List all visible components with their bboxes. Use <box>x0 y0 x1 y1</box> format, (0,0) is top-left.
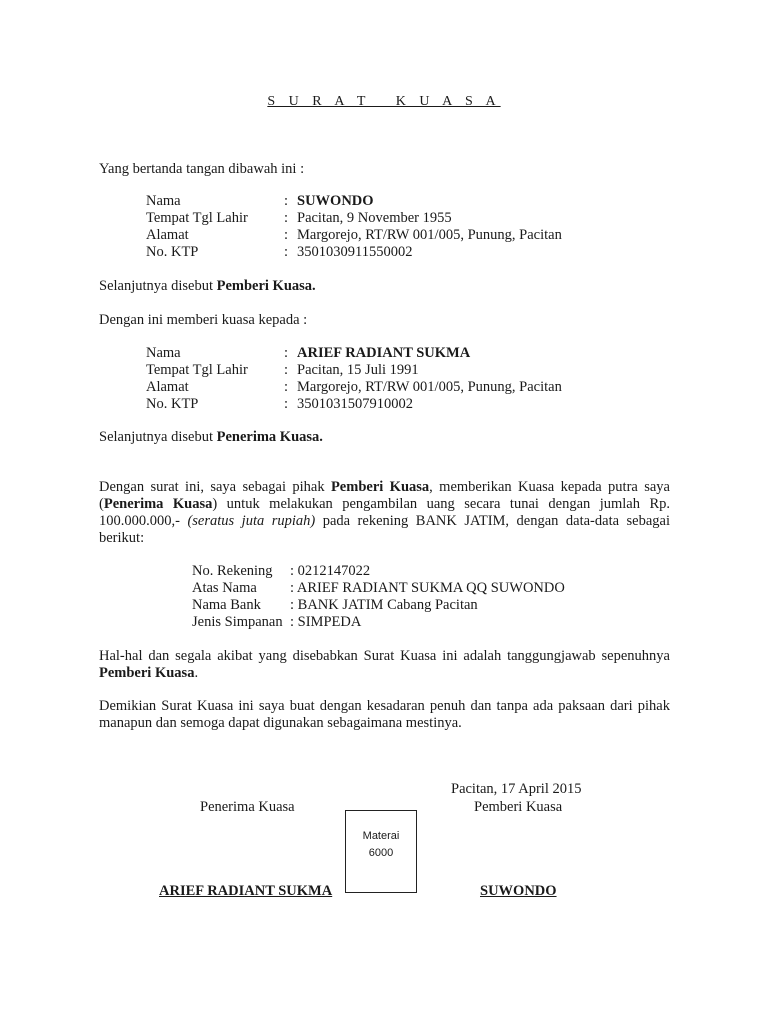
nama-bank: : BANK JATIM Cabang Pacitan <box>290 597 478 613</box>
colon: : <box>284 362 289 378</box>
penerima-signature-name: ARIEF RADIANT SUKMA <box>159 883 333 899</box>
memberi-text: Dengan ini memberi kuasa kepada : <box>99 312 308 328</box>
atas-nama-label: Atas Nama <box>192 580 257 596</box>
pemberi-nama: SUWONDO <box>297 193 374 209</box>
body-paragraph-3: Demikian Surat Kuasa ini saya buat dengan kesadaran penuh dan tanpa ada paksaan dari pihak manapun dan semoga dapat digunakan sebagaimana mestinya. <box>99 698 670 731</box>
pemberi-ktp: 3501030911550002 <box>297 244 413 260</box>
nama-label: Nama <box>146 345 181 361</box>
ttl-label: Tempat Tgl Lahir <box>146 362 248 378</box>
pemberi-role: Pemberi Kuasa <box>474 799 563 815</box>
colon: : <box>284 345 289 361</box>
penerima-note: Selanjutnya disebut Penerima Kuasa. <box>99 429 323 445</box>
pemberi-alamat: Margorejo, RT/RW 001/005, Punung, Pacitan <box>297 227 562 243</box>
pemberi-signature-name: SUWONDO <box>480 883 557 899</box>
jenis-simpanan-label: Jenis Simpanan <box>192 614 283 630</box>
materai-stamp-box <box>345 810 417 893</box>
atas-nama: : ARIEF RADIANT SUKMA QQ SUWONDO <box>290 580 565 596</box>
penerima-ktp: 3501031507910002 <box>297 396 413 412</box>
body-paragraph-1: Dengan surat ini, saya sebagai pihak Pemberi Kuasa, memberikan Kuasa kepada putra saya (Penerima Kuasa) untuk melakukan pengambilan uang secara tunai dengan jumlah Rp. 100.000.000,- (seratus juta rupiah) pada rekening BANK JATIM, dengan data-data sebagai berikut: <box>99 479 671 546</box>
materai-label: Materai <box>362 830 400 842</box>
colon: : <box>284 210 289 226</box>
materai-value: 6000 <box>368 847 394 859</box>
nama-label: Nama <box>146 193 181 209</box>
intro-text: Yang bertanda tangan dibawah ini : <box>99 161 305 177</box>
colon: : <box>284 244 289 260</box>
alamat-label: Alamat <box>146 379 189 395</box>
colon: : <box>284 193 289 209</box>
colon: : <box>284 227 289 243</box>
jenis-simpanan: : SIMPEDA <box>290 614 362 630</box>
nama-bank-label: Nama Bank <box>192 597 261 613</box>
penerima-ttl: Pacitan, 15 Juli 1991 <box>297 362 419 378</box>
alamat-label: Alamat <box>146 227 189 243</box>
penerima-nama: ARIEF RADIANT SUKMA <box>297 345 471 361</box>
colon: : <box>284 379 289 395</box>
penerima-role: Penerima Kuasa <box>200 799 295 815</box>
penerima-alamat: Margorejo, RT/RW 001/005, Punung, Pacitan <box>297 379 562 395</box>
ktp-label: No. KTP <box>146 244 199 260</box>
rekening-no-label: No. Rekening <box>192 563 273 579</box>
body-paragraph-2: Hal-hal dan segala akibat yang disebabkan Surat Kuasa ini adalah tanggungjawab sepenuhnya Pemberi Kuasa. <box>99 648 670 681</box>
rekening-no: : 0212147022 <box>290 563 371 579</box>
ktp-label: No. KTP <box>146 396 199 412</box>
place-date: Pacitan, 17 April 2015 <box>451 781 582 797</box>
colon: : <box>284 396 289 412</box>
pemberi-note: Selanjutnya disebut Pemberi Kuasa. <box>99 278 316 294</box>
ttl-label: Tempat Tgl Lahir <box>146 210 248 226</box>
pemberi-ttl: Pacitan, 9 November 1955 <box>297 210 452 226</box>
document-title: S U R A T K U A S A <box>267 94 501 109</box>
